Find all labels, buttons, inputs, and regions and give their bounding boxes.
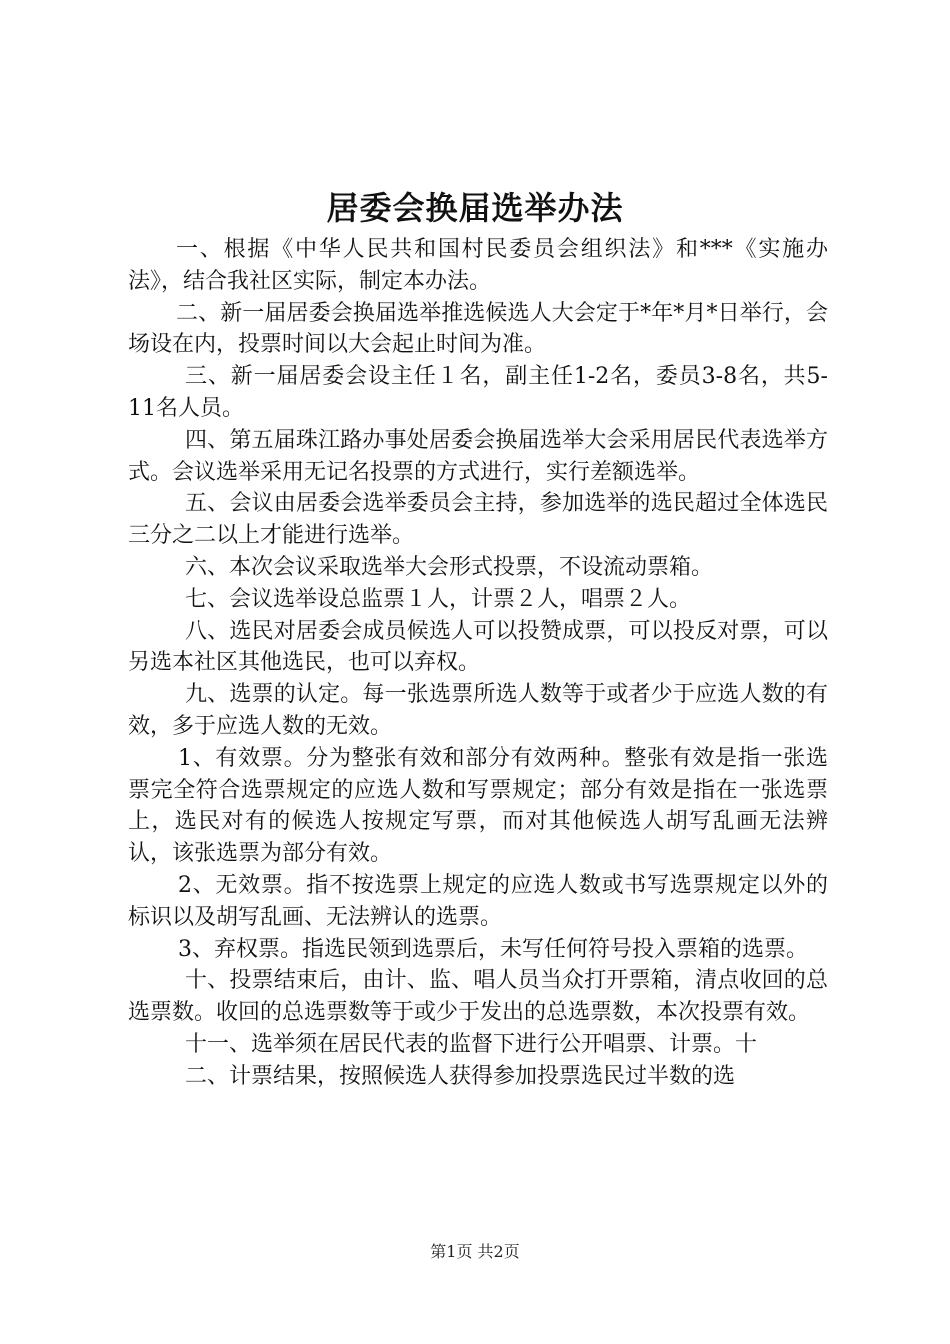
paragraph: 3、弃权票。指选民领到选票后，未写任何符号投入票箱的选票。 <box>178 936 808 962</box>
paragraph: 八、选民对居委会成员候选人可以投赞成票，可以投反对票，可以另选本社区其他选民，也可以弃权。 <box>128 618 828 676</box>
paragraph: 五、会议由居委会选举委员会主持，参加选举的选民超过全体选民三分之二以上才能进行选举。 <box>128 491 828 549</box>
page-title: 居委会换届选举办法 <box>326 189 624 227</box>
paragraph: 七、会议选举设总监票１人，计票２人，唱票２人。 <box>185 586 692 612</box>
paragraph: 十、投票结束后，由计、监、唱人员当众打开票箱，清点收回的总选票数。收回的总选票数等于或少于发出的总选票数，本次投票有效。 <box>128 968 828 1026</box>
paragraph: 一、根据《中华人民共和国村民委员会组织法》和***《实施办法》，结合我社区实际，制定本办法。 <box>128 237 828 294</box>
page-number-footer: 第1页 共2页 <box>430 1242 520 1261</box>
paragraph: 六、本次会议采取选举大会形式投票，不设流动票箱。 <box>185 554 714 580</box>
document-body <box>128 234 828 1093</box>
paragraph: 九、选票的认定。每一张选票所选人数等于或者少于应选人数的有效，多于应选人数的无效。 <box>128 682 828 739</box>
paragraph: 三、新一届居委会设主任１名，副主任1-2名，委员3-8名，共5-11名人员。 <box>128 364 828 421</box>
paragraph: 2、无效票。指不按选票上规定的应选人数或书写选票规定以外的标识以及胡写乱画、无法辨认的选票。 <box>128 872 828 930</box>
paragraph: 1、有效票。分为整张有效和部分有效两种。整张有效是指一张选票完全符合选票规定的应选人数和写票规定；部分有效是指在一张选票上，选民对有的候选人按规定写票，而对其他候选人胡写乱画无法辨认，该张选票为部分有效。 <box>128 745 828 867</box>
paragraph: 二、新一届居委会换届选举推选候选人大会定于*年*月*日举行，会场设在内，投票时间以大会起止时间为准。 <box>128 300 828 358</box>
paragraph: 四、第五届珠江路办事处居委会换届选举大会采用居民代表选举方式。会议选举采用无记名投票的方式进行，实行差额选举。 <box>128 427 828 485</box>
paragraph: 十一、选举须在居民代表的监督下进行公开唱票、计票。十 <box>185 1031 758 1057</box>
paragraph: 二、计票结果，按照候选人获得参加投票选民过半数的选 <box>185 1063 736 1089</box>
